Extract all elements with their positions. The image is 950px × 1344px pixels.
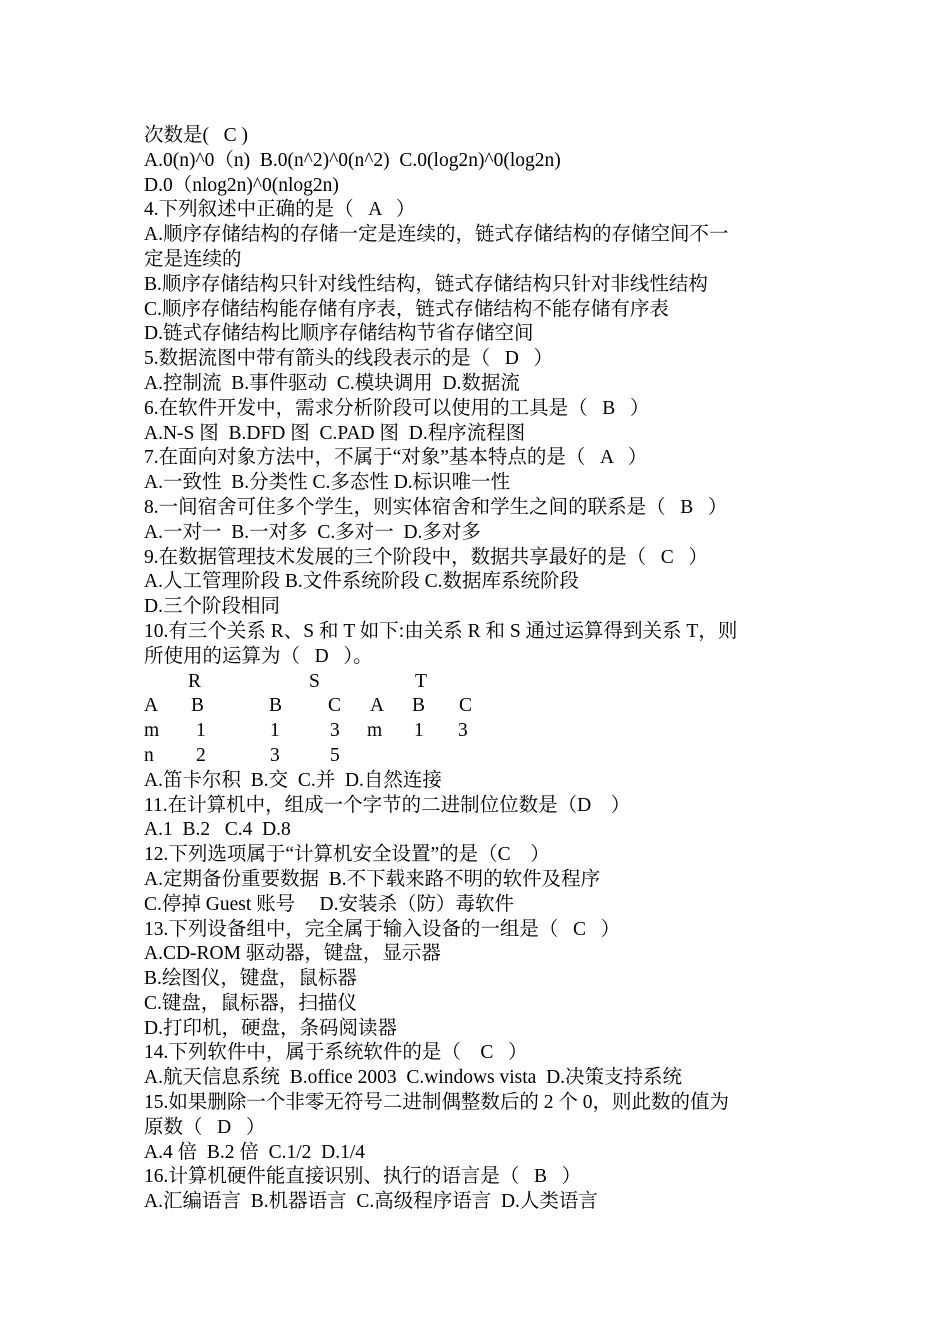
text-line: D.打印机，硬盘，条码阅读器 [144, 1017, 397, 1039]
question-6: 6.在软件开发中，需求分析阶段可以使用的工具是（ B ） [144, 397, 650, 419]
relation-data-row [144, 719, 814, 744]
text-line: A.0(n)^0（n) B.0(n^2)^0(n^2) C.0(log2n)^0(log2n) [144, 149, 561, 171]
question-15: 15.如果删除一个非零无符号二进制偶整数后的 2 个 0，则此数的值为 [144, 1092, 730, 1114]
question-5: 5.数据流图中带有箭头的线段表示的是（ D ） [144, 348, 553, 370]
text-line: A.一致性 B.分类性 C.多态性 D.标识唯一性 [144, 472, 511, 494]
table-cell: n [144, 744, 154, 766]
text-line: 次数是( C ) [144, 125, 248, 146]
question-7: 7.在面向对象方法中，不属于“对象”基本特点的是（ A ） [144, 447, 648, 469]
table-cell: B [191, 695, 205, 717]
text-line: A.人工管理阶段 B.文件系统阶段 C.数据库系统阶段 [144, 571, 579, 593]
relation-name-r: R [188, 670, 202, 692]
relation-header-row [144, 694, 814, 719]
question-13: 13.下列设备组中，完全属于输入设备的一组是（ C ） [144, 918, 621, 940]
text-line: A.1 B.2 C.4 D.8 [144, 819, 291, 841]
text-line: A.CD-ROM 驱动器，键盘，显示器 [144, 943, 441, 965]
table-cell: 5 [330, 744, 340, 766]
question-10: 10.有三个关系 R、S 和 T 如下:由关系 R 和 S 通过运算得到关系 T，则 [144, 620, 738, 642]
relation-data-row [144, 744, 814, 769]
text-line: A.笛卡尔积 B.交 C.并 D.自然连接 [144, 769, 442, 791]
text-line: A.顺序存储结构的存储一定是连续的，链式存储结构的存储空间不一 [144, 224, 729, 246]
question-4: 4.下列叙述中正确的是（ A ） [144, 199, 416, 221]
table-cell: 1 [196, 720, 206, 742]
text-line: A.汇编语言 B.机器语言 C.高级程序语言 D.人类语言 [144, 1191, 598, 1213]
table-cell: 3 [458, 720, 468, 742]
text-line: B.顺序存储结构只针对线性结构，链式存储结构只针对非线性结构 [144, 273, 708, 295]
relation-names-row [144, 670, 814, 695]
table-cell: A [144, 695, 159, 717]
text-line: C.停掉 Guest 账号 D.安装杀（防）毒软件 [144, 893, 514, 915]
relation-name-t: T [415, 670, 427, 692]
table-cell: C [459, 695, 473, 717]
text-line: C.键盘，鼠标器，扫描仪 [144, 992, 357, 1014]
text-line: A.控制流 B.事件驱动 C.模块调用 D.数据流 [144, 372, 520, 394]
text-line: 所使用的运算为（ D ）。 [144, 645, 373, 667]
table-cell: 1 [414, 720, 424, 742]
table-cell: B [269, 695, 283, 717]
text-line: C.顺序存储结构能存储有序表，链式存储结构不能存储有序表 [144, 298, 669, 320]
relation-table [144, 670, 814, 769]
question-16: 16.计算机硬件能直接识别、执行的语言是（ B ） [144, 1166, 582, 1188]
text-line: D.链式存储结构比顺序存储结构节省存储空间 [144, 323, 534, 345]
table-cell: B [412, 695, 426, 717]
document-page [144, 124, 814, 1215]
table-cell: m [144, 720, 160, 742]
text-line: 原数（ D ） [144, 1116, 266, 1138]
question-11: 11.在计算机中，组成一个字节的二进制位位数是（D ） [144, 794, 631, 816]
text-block-bottom [144, 769, 814, 1215]
text-line: A.一对一 B.一对多 C.多对一 D.多对多 [144, 521, 481, 543]
text-line: D.三个阶段相同 [144, 596, 280, 618]
relation-name-s: S [309, 670, 320, 692]
table-cell: A [370, 695, 385, 717]
text-block-top [144, 124, 814, 670]
table-cell: 2 [196, 744, 206, 766]
text-line: A.N-S 图 B.DFD 图 C.PAD 图 D.程序流程图 [144, 422, 526, 444]
table-cell: C [328, 695, 342, 717]
question-9: 9.在数据管理技术发展的三个阶段中，数据共享最好的是（ C ） [144, 546, 708, 568]
question-12: 12.下列选项属于“计算机安全设置”的是（C ） [144, 844, 550, 866]
table-cell: 3 [330, 720, 340, 742]
text-line: A.定期备份重要数据 B.不下载来路不明的软件及程序 [144, 868, 601, 890]
text-line: A.航天信息系统 B.office 2003 C.windows vista D.决策支持系统 [144, 1067, 683, 1089]
table-cell: 3 [270, 744, 280, 766]
text-line: A.4 倍 B.2 倍 C.1/2 D.1/4 [144, 1141, 366, 1163]
question-14: 14.下列软件中，属于系统软件的是（ C ） [144, 1042, 528, 1064]
question-8: 8.一间宿舍可住多个学生，则实体宿舍和学生之间的联系是（ B ） [144, 496, 728, 518]
text-line: B.绘图仪，键盘，鼠标器 [144, 968, 357, 990]
text-line: D.0（nlog2n)^0(nlog2n) [144, 174, 339, 196]
table-cell: m [367, 720, 383, 742]
table-cell: 1 [270, 720, 280, 742]
text-line: 定是连续的 [144, 248, 242, 270]
